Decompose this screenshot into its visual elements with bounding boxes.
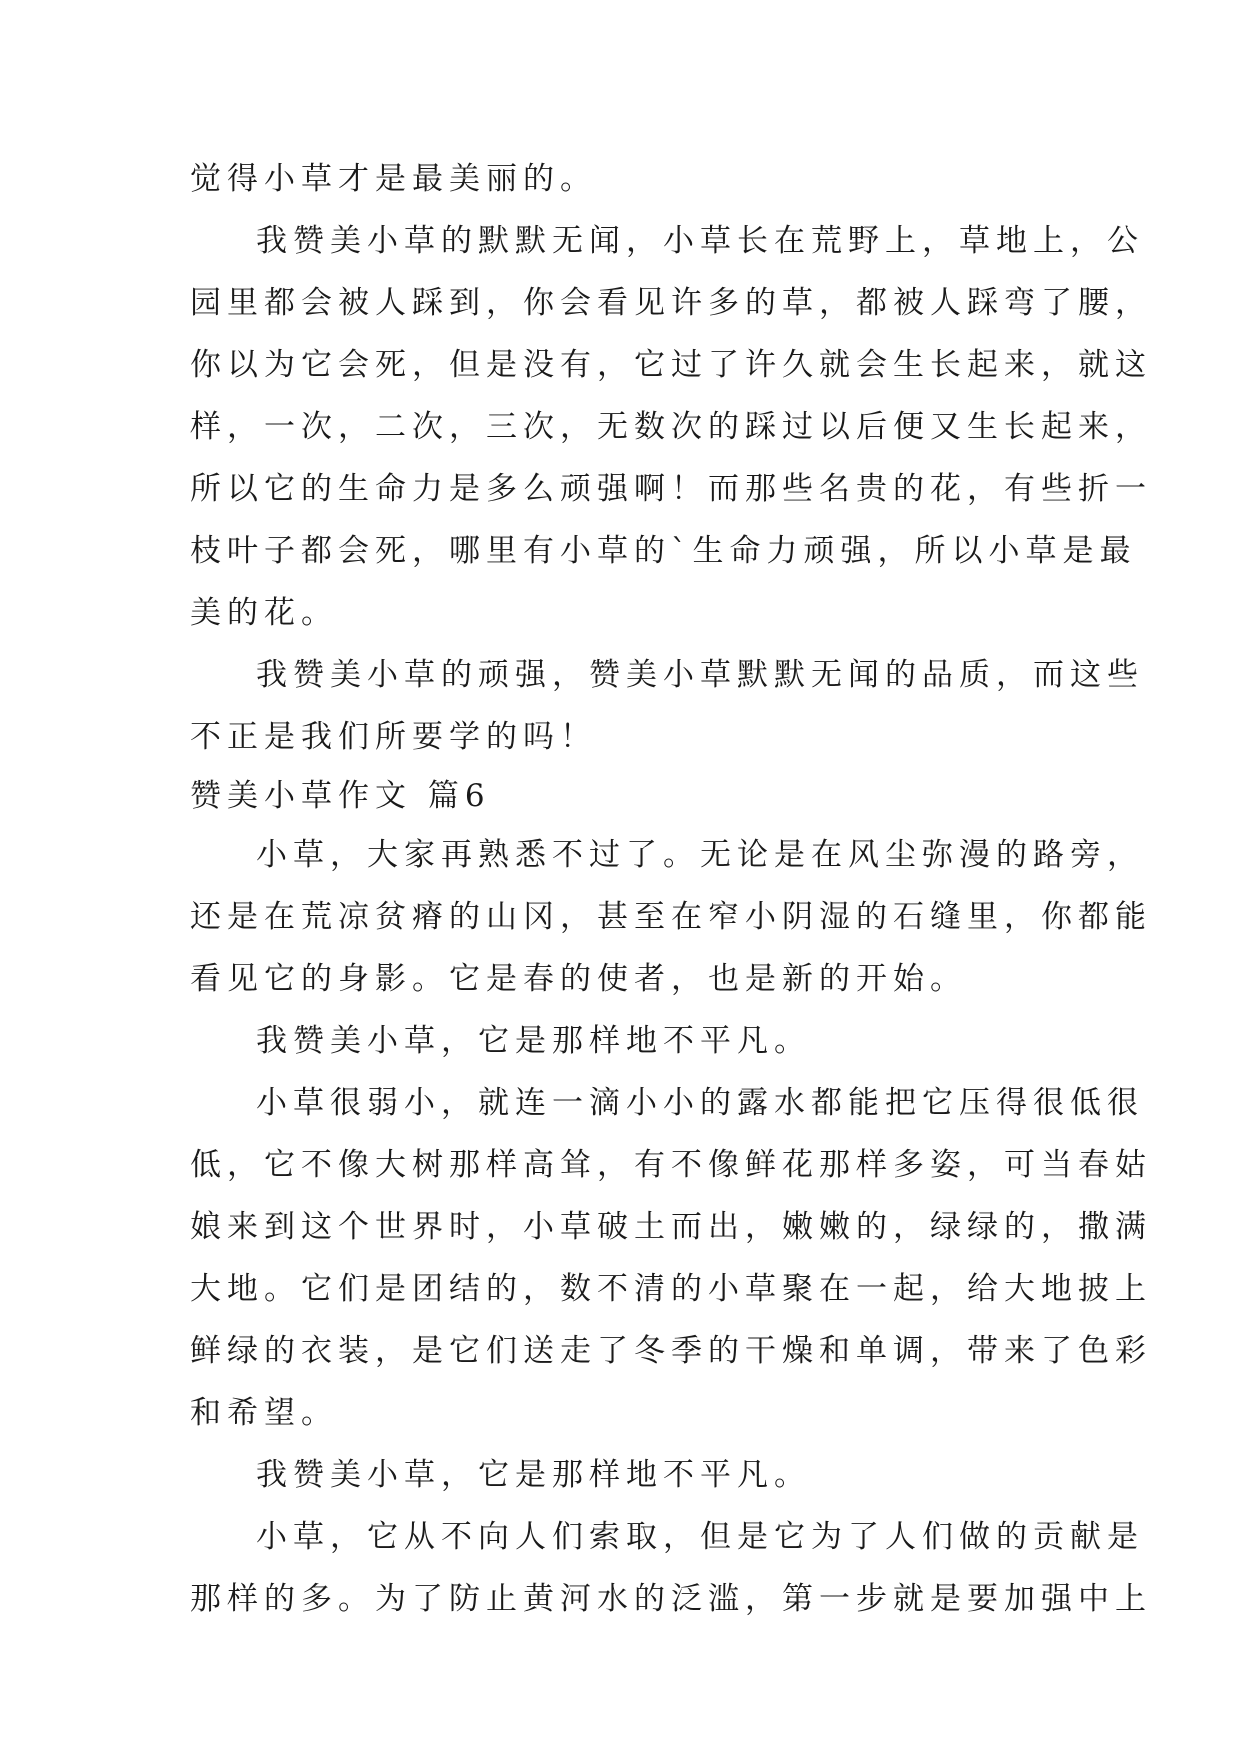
paragraph-start-line: 小草，大家再熟悉不过了。无论是在风尘弥漫的路旁， xyxy=(256,837,1144,873)
text-line: 样，一次，二次，三次，无数次的踩过以后便又生长起来， xyxy=(190,409,1152,445)
text-line: 那样的多。为了防止黄河水的泛滥，第一步就是要加强中上 xyxy=(190,1581,1152,1617)
text-line: 鲜绿的衣装，是它们送走了冬季的干燥和单调，带来了色彩 xyxy=(190,1333,1152,1369)
text-line: 枝叶子都会死，哪里有小草的`生命力顽强，所以小草是最 xyxy=(190,533,1137,569)
text-line: 园里都会被人踩到，你会看见许多的草，都被人踩弯了腰， xyxy=(190,285,1152,321)
paragraph-start-line: 我赞美小草，它是那样地不平凡。 xyxy=(256,1457,811,1493)
paragraph-start-line: 我赞美小草的顽强，赞美小草默默无闻的品质，而这些 xyxy=(256,657,1144,693)
document-body xyxy=(190,148,1152,1630)
text-line: 你以为它会死，但是没有，它过了许久就会生长起来，就这 xyxy=(190,347,1152,383)
section-heading: 赞美小草作文 篇6 xyxy=(190,778,491,814)
paragraph-start-line: 我赞美小草，它是那样地不平凡。 xyxy=(256,1023,811,1059)
text-line: 大地。它们是团结的，数不清的小草聚在一起，给大地披上 xyxy=(190,1271,1152,1307)
text-line: 觉得小草才是最美丽的。 xyxy=(190,161,597,197)
text-line: 和希望。 xyxy=(190,1395,338,1431)
text-line: 低，它不像大树那样高耸，有不像鲜花那样多姿，可当春姑 xyxy=(190,1147,1152,1183)
text-line: 美的花。 xyxy=(190,595,338,631)
paragraph-start-line: 小草很弱小，就连一滴小小的露水都能把它压得很低很 xyxy=(256,1085,1144,1121)
text-line: 不正是我们所要学的吗！ xyxy=(190,719,597,755)
text-line: 娘来到这个世界时，小草破土而出，嫩嫩的，绿绿的，撒满 xyxy=(190,1209,1152,1245)
text-line: 看见它的身影。它是春的使者，也是新的开始。 xyxy=(190,961,967,997)
text-line: 所以它的生命力是多么顽强啊！而那些名贵的花，有些折一 xyxy=(190,471,1152,507)
paragraph-start-line: 我赞美小草的默默无闻，小草长在荒野上，草地上，公 xyxy=(256,223,1144,259)
paragraph-start-line: 小草，它从不向人们索取，但是它为了人们做的贡献是 xyxy=(256,1519,1144,1555)
text-line: 还是在荒凉贫瘠的山冈，甚至在窄小阴湿的石缝里，你都能 xyxy=(190,899,1152,935)
